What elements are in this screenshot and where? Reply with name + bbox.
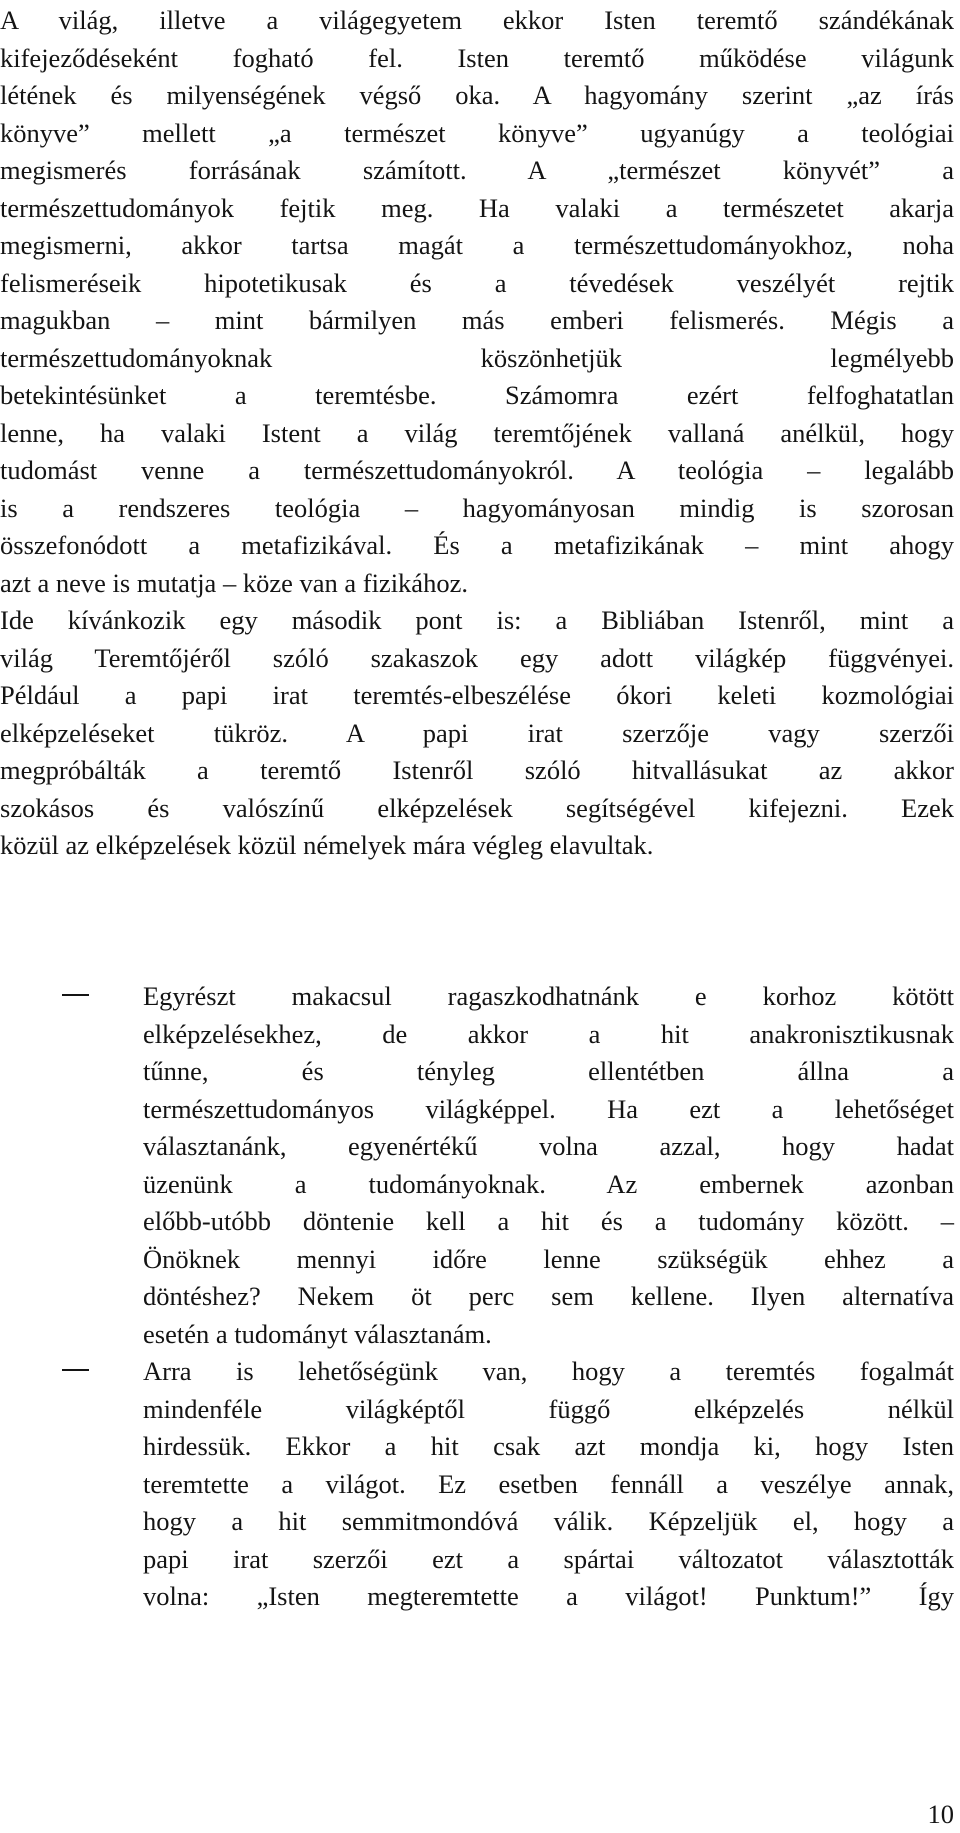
list-line: Önöknek mennyi időre lenne szükségük ehhez a — [143, 1243, 954, 1274]
dash-bullet-icon — [62, 1369, 89, 1371]
text-line: megismerés forrásának számított. A „természet könyvét” a — [0, 155, 954, 185]
dash-list — [0, 978, 954, 1616]
list-line: hirdessük. Ekkor a hit csak azt mondja ki, hogy Isten — [143, 1431, 954, 1461]
list-line: volna: „Isten megteremtette a világot! Punktum!” Így — [143, 1581, 954, 1611]
list-line: Arra is lehetőségünk van, hogy a teremtés fogalmát — [143, 1356, 954, 1386]
text-line: tudomást venne a természettudományokról. A teológia – legalább — [0, 455, 954, 485]
text-line: létének és milyenségének végső oka. A hagyomány szerint „az írás — [0, 80, 954, 110]
list-line: Egyrészt makacsul ragaszkodhatnánk e korhoz kötött — [143, 981, 954, 1011]
text-line: azt a neve is mutatja – köze van a fizikához. — [0, 567, 468, 598]
text-line: megismerni, akkor tartsa magát a természettudományokhoz, noha — [0, 230, 954, 260]
text-line: A világ, illetve a világegyetem ekkor Isten teremtő szándékának — [0, 5, 954, 35]
list-item — [0, 978, 954, 1353]
body-paragraphs — [0, 2, 954, 865]
text-line: magukban – mint bármilyen más emberi felismerés. Mégis a — [0, 305, 954, 335]
list-line: teremtette a világot. Ez esetben fennáll a veszélye annak, — [143, 1468, 954, 1499]
dash-bullet-icon — [62, 994, 89, 996]
list-line: választanánk, egyenértékű volna azzal, hogy hadat — [143, 1131, 954, 1161]
text-line: természettudományoknak köszönhetjük legmélyebb — [0, 342, 954, 373]
list-item — [0, 1353, 954, 1616]
text-line: is a rendszeres teológia – hagyományosan mindig is szorosan — [0, 492, 954, 523]
list-line: természettudományos világképpel. Ha ezt a lehetőséget — [143, 1093, 954, 1124]
text-line: közül az elképzelések közül némelyek mára végleg elavultak. — [0, 830, 654, 860]
text-line: elképzeléseket tükröz. A papi irat szerzője vagy szerzői — [0, 717, 954, 748]
list-line: tűnne, és tényleg ellentétben állna a — [143, 1056, 954, 1086]
list-line: papi irat szerzői ezt a spártai változatot választották — [143, 1543, 954, 1574]
page-number: 10 — [927, 1798, 954, 1829]
text-line: kifejeződéseként fogható fel. Isten teremtő működése világunk — [0, 42, 954, 73]
text-line: természettudományok fejtik meg. Ha valaki a természetet akarja — [0, 192, 954, 223]
text-line: lenne, ha valaki Istent a világ teremtőjének vallaná anélkül, hogy — [0, 417, 954, 448]
list-line: üzenünk a tudományoknak. Az embernek azonban — [143, 1168, 954, 1199]
list-line: mindenféle világképtől függő elképzelés nélkül — [143, 1393, 954, 1424]
text-line: szokásos és valószínű elképzelések segítségével kifejezni. Ezek — [0, 792, 954, 823]
text-line: könyve” mellett „a természet könyve” ugyanúgy a teológiai — [0, 117, 954, 148]
text-line: Ide kívánkozik egy második pont is: a Bibliában Istenről, mint a — [0, 605, 954, 635]
text-line: felismeréseik hipotetikusak és a tévedések veszélyét rejtik — [0, 267, 954, 298]
text-line: betekintésünket a teremtésbe. Számomra ezért felfoghatatlan — [0, 380, 954, 410]
list-line: esetén a tudományt választanám. — [143, 1318, 492, 1349]
text-line: világ Teremtőjéről szóló szakaszok egy adott világkép függvényei. — [0, 642, 954, 673]
text-line: összefonódott a metafizikával. És a metafizikának – mint ahogy — [0, 530, 954, 560]
text-line: megpróbálták a teremtő Istenről szóló hitvallásukat az akkor — [0, 755, 954, 785]
text-line: Például a papi irat teremtés-elbeszélése ókori keleti kozmológiai — [0, 680, 954, 710]
list-line: hogy a hit semmitmondóvá válik. Képzeljük el, hogy a — [143, 1506, 954, 1536]
list-line: előbb-utóbb döntenie kell a hit és a tudomány között. – — [143, 1206, 954, 1236]
list-line: döntéshez? Nekem öt perc sem kellene. Ilyen alternatíva — [143, 1281, 954, 1311]
list-line: elképzelésekhez, de akkor a hit anakronisztikusnak — [143, 1018, 954, 1049]
